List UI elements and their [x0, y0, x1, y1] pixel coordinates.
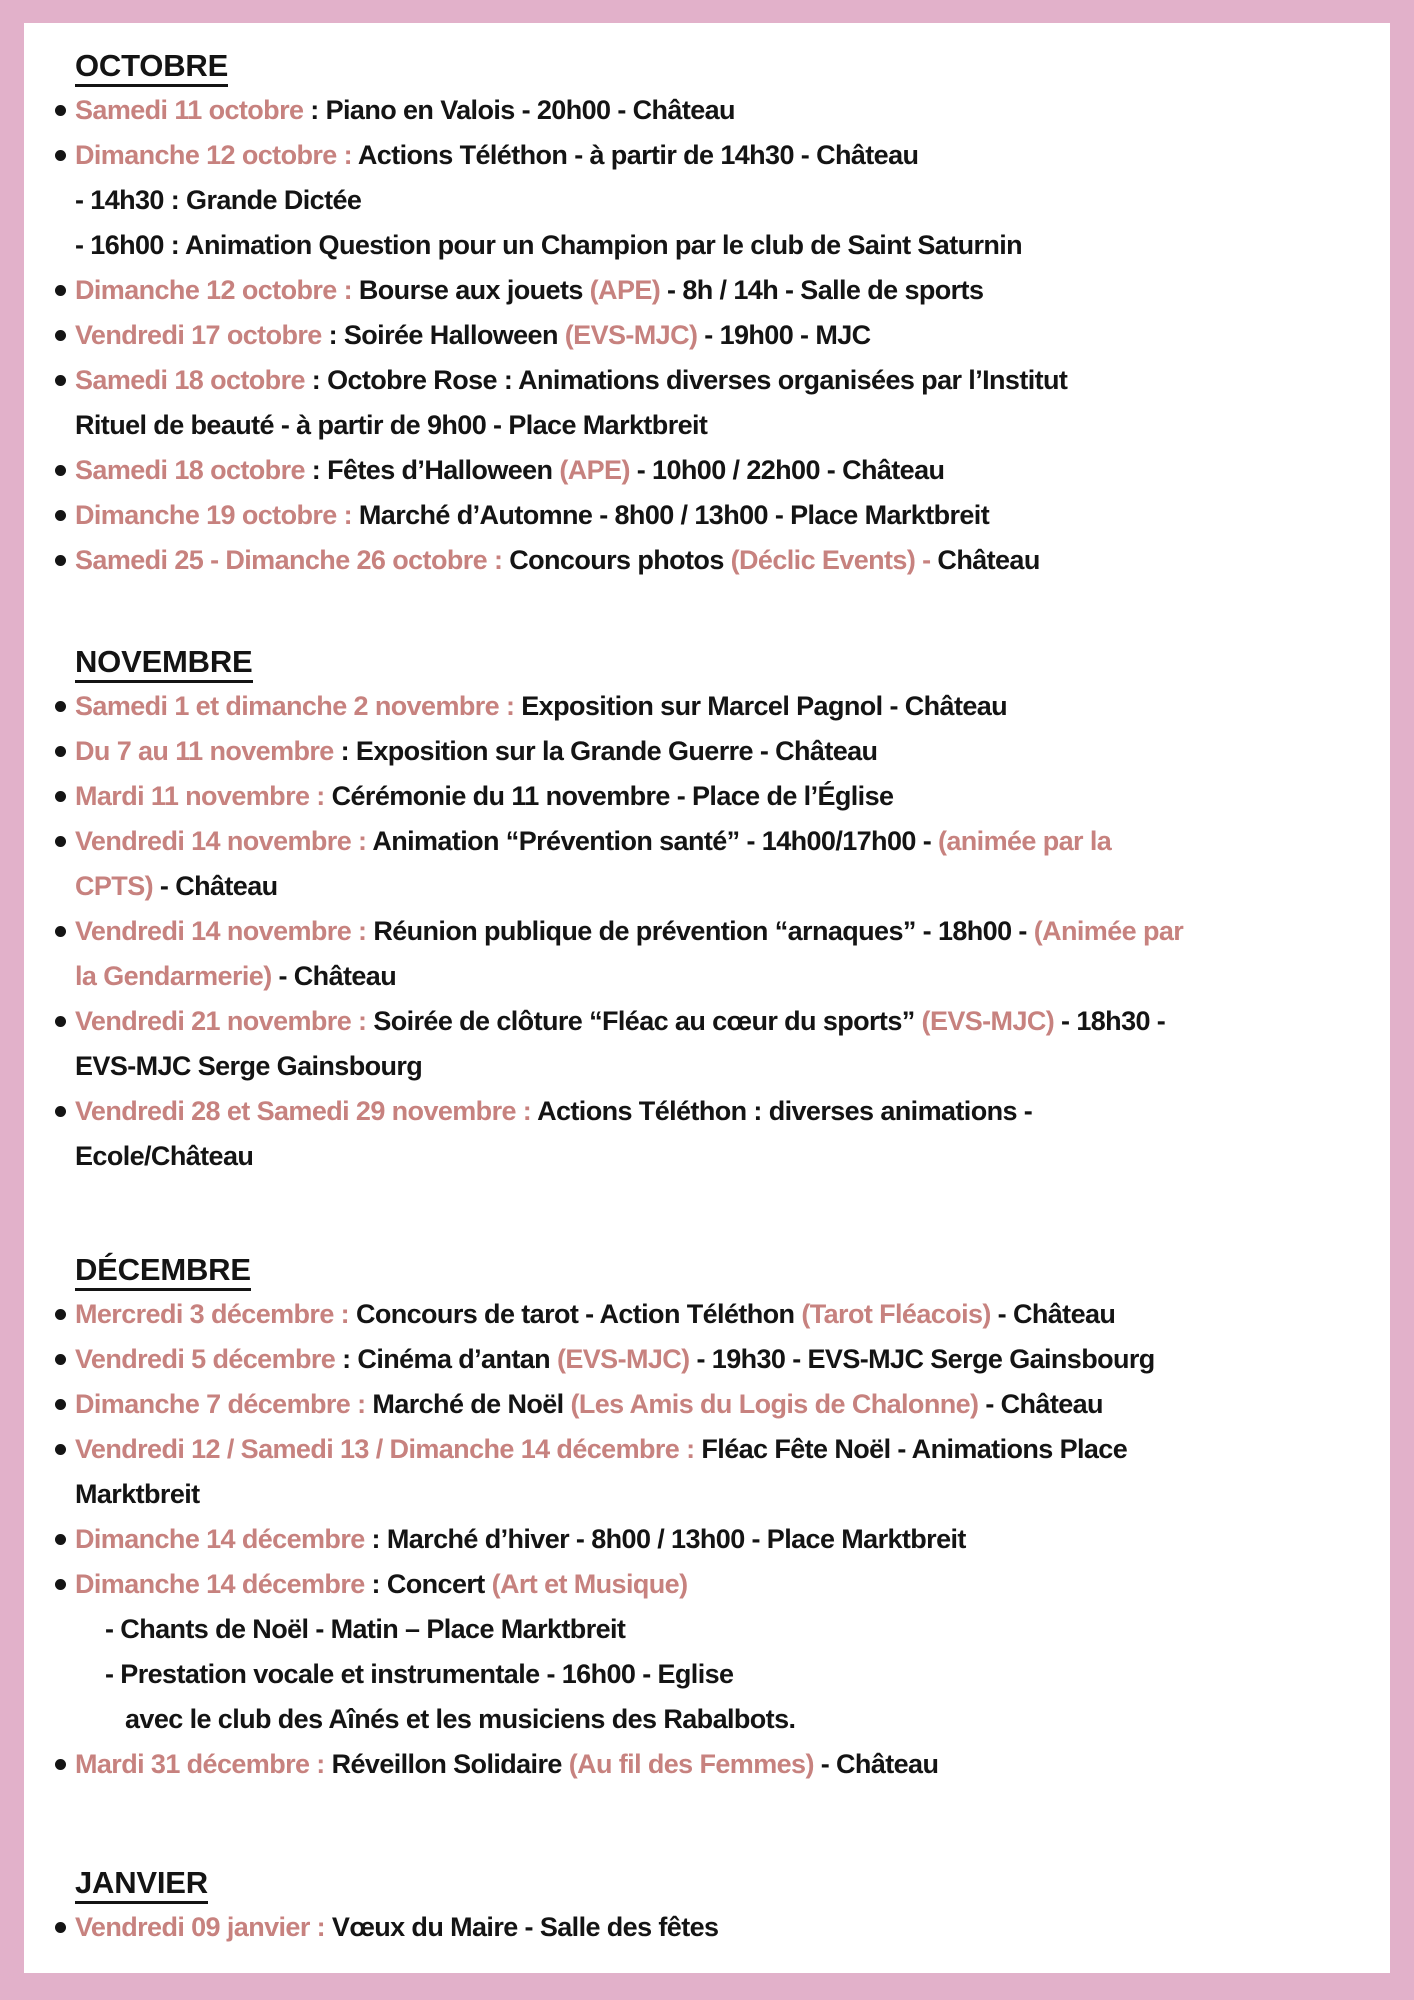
bullet-dot: [55, 330, 66, 341]
section-title-text: JANVIER: [75, 1865, 208, 1904]
date-org-text: (EVS-MJC): [921, 1006, 1055, 1036]
bullet-dot: [55, 1309, 66, 1320]
event-text: Réveillon Solidaire: [331, 1749, 569, 1779]
events-list: [24, 23, 1390, 1950]
bullet-dot: [55, 1534, 66, 1545]
event-text: Marché d’Automne - 8h00 / 13h00 - Place Marktbreit: [358, 500, 990, 530]
event-line: [75, 88, 1380, 133]
event-text: Marktbreit: [75, 1479, 200, 1509]
event-item: [52, 88, 1380, 133]
event-line: [75, 1427, 1380, 1472]
date-org-text: (EVS-MJC): [556, 1344, 690, 1374]
date-org-text: Mardi 11 novembre :: [75, 781, 332, 811]
event-item: [52, 493, 1380, 538]
event-item: [52, 1337, 1380, 1382]
bullet-dot: [55, 150, 66, 161]
event-subline: [52, 223, 1380, 268]
event-text: Actions Téléthon : diverses animations -: [537, 1096, 1033, 1126]
event-text: Concours de tarot - Action Téléthon: [355, 1299, 802, 1329]
event-line: [75, 909, 1380, 954]
event-item: [52, 684, 1380, 729]
event-text: : Concert: [364, 1569, 492, 1599]
event-text: - 19h30 - EVS-MJC Serge Gainsbourg: [689, 1344, 1155, 1374]
date-org-text: CPTS): [75, 871, 154, 901]
bullet-dot: [55, 1444, 66, 1455]
bullet-dot: [55, 1016, 66, 1027]
event-text: Concours photos: [509, 545, 731, 575]
bullet-dot: [55, 926, 66, 937]
event-line: [75, 538, 1380, 583]
section-title: [52, 639, 1380, 684]
date-org-text: Vendredi 28 et Samedi 29 novembre :: [75, 1096, 538, 1126]
bullet-dot: [55, 1399, 66, 1410]
event-text: - Château: [978, 1389, 1103, 1419]
event-text: : Octobre Rose : Animations diverses organisées par l’Institut: [304, 365, 1068, 395]
date-org-text: Dimanche 19 octobre :: [75, 500, 359, 530]
date-org-text: Vendredi 14 novembre :: [75, 916, 374, 946]
date-org-text: la Gendarmerie): [75, 961, 272, 991]
event-line: [105, 1652, 1380, 1697]
date-org-text: Samedi 18 octobre: [75, 365, 305, 395]
event-item: [52, 268, 1380, 313]
event-text: Exposition sur Marcel Pagnol - Château: [521, 691, 1008, 721]
date-org-text: Vendredi 17 octobre: [75, 320, 322, 350]
bullet-dot: [55, 1354, 66, 1365]
event-line: [75, 493, 1380, 538]
event-line: [75, 1134, 1380, 1179]
event-line: [75, 313, 1380, 358]
event-item: [52, 358, 1380, 448]
event-text: Fléac Fête Noël - Animations Place: [701, 1434, 1128, 1464]
event-subline: [52, 1607, 1380, 1652]
event-text: Vœux du Maire - Salle des fêtes: [331, 1912, 719, 1942]
event-text: Marché de Noël: [372, 1389, 571, 1419]
event-text: - 16h00 : Animation Question pour un Champion par le club de Saint Saturnin: [75, 230, 1023, 260]
date-org-text: (Au fil des Femmes): [568, 1749, 814, 1779]
event-item: [52, 1517, 1380, 1562]
date-org-text: Samedi 11 octobre: [75, 95, 304, 125]
bullet-dot: [55, 1922, 66, 1933]
event-subline: [52, 1697, 1380, 1742]
date-org-text: Samedi 25 - Dimanche 26 octobre :: [75, 545, 510, 575]
event-text: Rituel de beauté - à partir de 9h00 - Place Marktbreit: [75, 410, 708, 440]
event-text: Cérémonie du 11 novembre - Place de l’Église: [331, 781, 894, 811]
event-text: Animation “Prévention santé” - 14h00/17h00 -: [372, 826, 938, 856]
date-org-text: Du 7 au 11 novembre: [75, 736, 334, 766]
event-item: [52, 1427, 1380, 1517]
date-org-text: Dimanche 12 octobre :: [75, 275, 359, 305]
bullet-dot: [55, 791, 66, 802]
event-line: [75, 268, 1380, 313]
event-line: [75, 729, 1380, 774]
bullet-dot: [55, 555, 66, 566]
event-item: [52, 819, 1380, 909]
date-org-text: Mercredi 3 décembre :: [75, 1299, 356, 1329]
date-org-text: Vendredi 5 décembre: [75, 1344, 336, 1374]
event-line: [75, 1562, 1380, 1607]
event-item: [52, 538, 1380, 583]
event-line: [75, 223, 1380, 268]
event-text: Ecole/Château: [75, 1141, 254, 1171]
event-text: - Château: [813, 1749, 939, 1779]
bullet-dot: [55, 746, 66, 757]
date-org-text: Dimanche 7 décembre :: [75, 1389, 373, 1419]
event-line: [75, 1337, 1380, 1382]
event-item: [52, 448, 1380, 493]
page-frame: [24, 23, 1390, 1973]
event-text: : Soirée Halloween: [321, 320, 565, 350]
event-line: [75, 1044, 1380, 1089]
date-org-text: Samedi 18 octobre: [75, 455, 305, 485]
event-line: [75, 999, 1380, 1044]
date-org-text: (Les Amis du Logis de Chalonne): [570, 1389, 979, 1419]
date-org-text: (Animée par: [1033, 916, 1184, 946]
event-text: Château: [930, 545, 1040, 575]
event-text: Bourse aux jouets: [358, 275, 590, 305]
event-line: [75, 819, 1380, 864]
event-text: - Château: [153, 871, 278, 901]
event-text: - Chants de Noël - Matin – Place Marktbreit: [105, 1614, 626, 1644]
section-title-text: NOVEMBRE: [75, 644, 253, 683]
event-line: [75, 1517, 1380, 1562]
bullet-dot: [55, 1106, 66, 1117]
bullet-dot: [55, 375, 66, 386]
event-item: [52, 999, 1380, 1089]
month-section: [52, 1247, 1380, 1787]
date-org-text: Dimanche 14 décembre: [75, 1569, 365, 1599]
section-title-text: DÉCEMBRE: [75, 1252, 251, 1291]
event-text: : Exposition sur la Grande Guerre - Château: [333, 736, 878, 766]
event-text: - Prestation vocale et instrumentale - 16h00 - Eglise: [105, 1659, 734, 1689]
event-text: - 19h00 - MJC: [697, 320, 871, 350]
event-line: [75, 684, 1380, 729]
bullet-dot: [55, 701, 66, 712]
date-org-text: (animée par la: [937, 826, 1112, 856]
event-text: : Cinéma d’antan: [335, 1344, 557, 1374]
event-line: [75, 448, 1380, 493]
event-item: [52, 1382, 1380, 1427]
event-line: [75, 178, 1380, 223]
date-org-text: Vendredi 09 janvier :: [75, 1912, 332, 1942]
event-text: : Fêtes d’Halloween: [304, 455, 560, 485]
date-org-text: (Tarot Fléacois): [801, 1299, 991, 1329]
event-text: : Piano en Valois - 20h00 - Château: [303, 95, 735, 125]
event-line: [125, 1697, 1380, 1742]
event-line: [75, 1905, 1380, 1950]
event-text: - 10h00 / 22h00 - Château: [629, 455, 945, 485]
bullet-dot: [55, 1759, 66, 1770]
date-org-text: (Art et Musique): [491, 1569, 688, 1599]
section-title: [52, 1247, 1380, 1292]
event-line: [75, 774, 1380, 819]
event-subline: [52, 178, 1380, 223]
month-section: [52, 1860, 1380, 1950]
event-text: - 18h30 -: [1054, 1006, 1166, 1036]
date-org-text: (EVS-MJC): [564, 320, 698, 350]
event-item: [52, 729, 1380, 774]
date-org-text: (APE): [559, 455, 630, 485]
event-line: [75, 1089, 1380, 1134]
event-text: Actions Téléthon - à partir de 14h30 - Château: [357, 140, 919, 170]
event-text: - Château: [271, 961, 397, 991]
month-section: [52, 639, 1380, 1179]
event-item: [52, 1292, 1380, 1337]
event-text: - Château: [990, 1299, 1116, 1329]
date-org-text: Dimanche 12 octobre :: [75, 140, 358, 170]
event-item: [52, 1089, 1380, 1179]
event-line: [75, 403, 1380, 448]
event-subline: [52, 1652, 1380, 1697]
event-line: [75, 1292, 1380, 1337]
date-org-text: Vendredi 21 novembre :: [75, 1006, 374, 1036]
event-text: - 8h / 14h - Salle de sports: [660, 275, 984, 305]
date-org-text: (Déclic Events) -: [730, 545, 931, 575]
event-line: [75, 1742, 1380, 1787]
bullet-dot: [55, 836, 66, 847]
event-item: [52, 1562, 1380, 1607]
event-text: avec le club des Aînés et les musiciens des Rabalbots.: [125, 1704, 796, 1734]
event-text: Réunion publique de prévention “arnaques” - 18h00 -: [373, 916, 1034, 946]
bullet-dot: [55, 510, 66, 521]
event-text: : Marché d’hiver - 8h00 / 13h00 - Place Marktbreit: [364, 1524, 966, 1554]
month-section: [52, 43, 1380, 583]
bullet-dot: [55, 465, 66, 476]
event-text: Soirée de clôture “Fléac au cœur du sports”: [373, 1006, 922, 1036]
event-item: [52, 133, 1380, 178]
event-item: [52, 774, 1380, 819]
date-org-text: Vendredi 14 novembre :: [75, 826, 373, 856]
date-org-text: Vendredi 12 / Samedi 13 / Dimanche 14 décembre :: [75, 1434, 702, 1464]
section-title: [52, 1860, 1380, 1905]
date-org-text: (APE): [589, 275, 661, 305]
event-item: [52, 313, 1380, 358]
section-title: [52, 43, 1380, 88]
event-line: [75, 864, 1380, 909]
event-line: [75, 954, 1380, 999]
event-line: [75, 1382, 1380, 1427]
date-org-text: Mardi 31 décembre :: [75, 1749, 332, 1779]
bullet-dot: [55, 105, 66, 116]
event-item: [52, 909, 1380, 999]
bullet-dot: [55, 1579, 66, 1590]
bullet-dot: [55, 285, 66, 296]
event-line: [75, 358, 1380, 403]
event-line: [75, 1472, 1380, 1517]
event-line: [105, 1607, 1380, 1652]
event-item: [52, 1905, 1380, 1950]
section-title-text: OCTOBRE: [75, 48, 228, 87]
event-item: [52, 1742, 1380, 1787]
date-org-text: Dimanche 14 décembre: [75, 1524, 365, 1554]
event-text: - 14h30 : Grande Dictée: [75, 185, 362, 215]
event-text: EVS-MJC Serge Gainsbourg: [75, 1051, 423, 1081]
date-org-text: Samedi 1 et dimanche 2 novembre :: [75, 691, 522, 721]
event-line: [75, 133, 1380, 178]
